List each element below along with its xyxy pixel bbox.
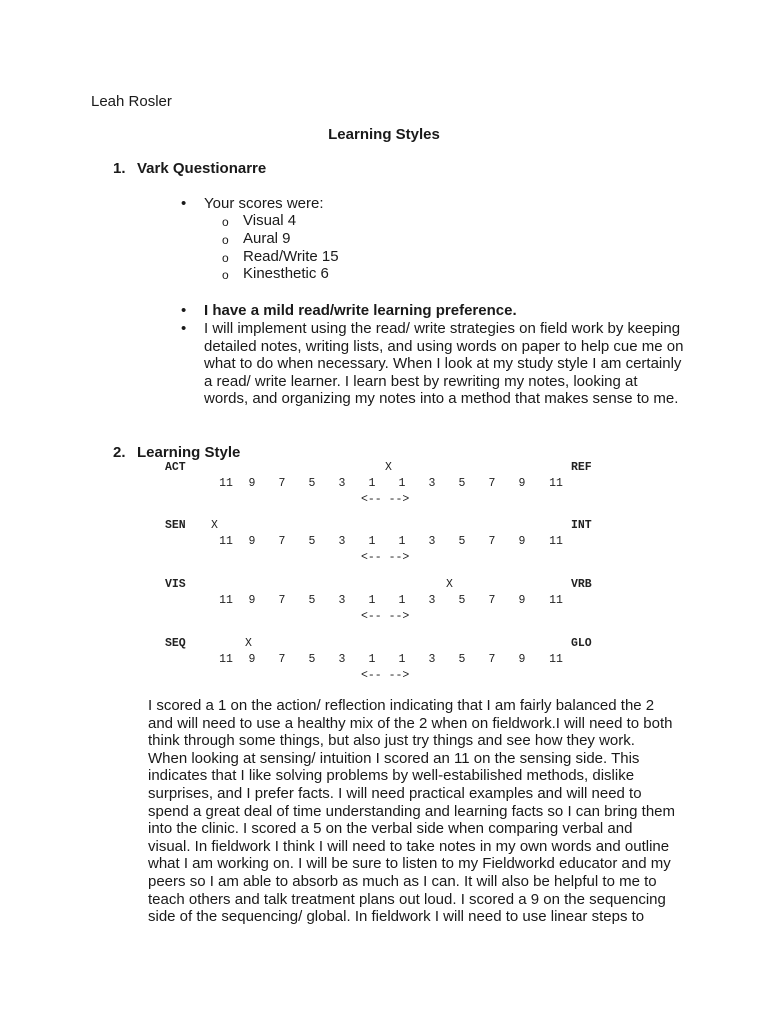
score-mark: X	[446, 578, 453, 591]
bullet-item-preference	[0, 302, 768, 320]
scale-tick-label: 3	[428, 535, 436, 548]
scale-tick-label: 9	[248, 594, 256, 607]
scale-tick-label: 1	[398, 477, 406, 490]
author-name: Leah Rosler	[91, 93, 172, 110]
score-item	[0, 248, 768, 266]
scale-left-label: SEQ	[165, 637, 186, 650]
section-title: Learning Style	[137, 444, 241, 461]
scale-tick-label: 9	[518, 477, 526, 490]
score-mark: X	[385, 461, 392, 474]
scale-arrow: <-- -->	[361, 610, 410, 623]
scale-tick-label: 11	[549, 653, 563, 666]
scale-tick-label: 7	[278, 535, 286, 548]
scale-arrow: <-- -->	[361, 551, 410, 564]
scale-tick-label: 9	[248, 653, 256, 666]
scale-tick-label: 1	[368, 477, 376, 490]
section-number: 2.	[113, 444, 126, 461]
scale-tick-label: 7	[488, 477, 496, 490]
circle-bullet-icon: o	[222, 233, 229, 247]
bullet-item-implementation	[0, 320, 768, 430]
scale-tick-label: 9	[248, 535, 256, 548]
document-title: Learning Styles	[328, 126, 440, 143]
score-mark: X	[211, 519, 218, 532]
bullet-icon: •	[181, 195, 187, 212]
score-mark: X	[245, 637, 252, 650]
scale-tick-label: 5	[458, 535, 466, 548]
scale-tick-label: 3	[338, 653, 346, 666]
circle-bullet-icon: o	[222, 251, 229, 265]
scale-tick-label: 5	[308, 594, 316, 607]
scale-tick-label: 11	[549, 535, 563, 548]
scale-tick-label: 11	[219, 535, 233, 548]
scale-right-label: GLO	[571, 637, 592, 650]
scale-tick-label: 1	[398, 653, 406, 666]
bullet-text: Your scores were:	[204, 195, 324, 212]
scale-tick-label: 7	[278, 477, 286, 490]
section-heading-learning-style	[113, 444, 413, 462]
scale-tick-label: 11	[549, 477, 563, 490]
scale-tick-label: 11	[219, 594, 233, 607]
score-item	[0, 265, 768, 283]
scale-tick-label: 1	[398, 594, 406, 607]
score-text: Read/Write 15	[243, 248, 339, 265]
scale-tick-label: 1	[368, 535, 376, 548]
preference-text: I have a mild read/write learning preference.	[204, 302, 517, 319]
scale-tick-label: 1	[398, 535, 406, 548]
scale-right-label: REF	[571, 461, 592, 474]
scale-tick-label: 1	[368, 594, 376, 607]
score-item	[0, 230, 768, 248]
scale-left-label: SEN	[165, 519, 186, 532]
scale-tick-label: 5	[308, 535, 316, 548]
scale-tick-label: 7	[488, 535, 496, 548]
scale-left-label: VIS	[165, 578, 186, 591]
scale-tick-label: 5	[458, 594, 466, 607]
scale-tick-label: 7	[278, 594, 286, 607]
scale-tick-label: 7	[488, 653, 496, 666]
scale-arrow: <-- -->	[361, 493, 410, 506]
scale-tick-label: 3	[338, 477, 346, 490]
scale-tick-label: 5	[308, 653, 316, 666]
scale-tick-label: 11	[219, 653, 233, 666]
scale-right-label: VRB	[571, 578, 592, 591]
scale-tick-label: 9	[518, 535, 526, 548]
section-heading-vark	[113, 160, 413, 178]
scale-tick-label: 1	[368, 653, 376, 666]
bullet-icon: •	[181, 302, 187, 319]
score-text: Kinesthetic 6	[243, 265, 329, 282]
section-title: Vark Questionarre	[137, 160, 267, 177]
scale-tick-label: 3	[428, 653, 436, 666]
scale-right-label: INT	[571, 519, 592, 532]
reflection-paragraph: I scored a 1 on the action/ reflection indicating that I am fairly balanced the 2 and will need to use a healthy mix of the 2 when on fieldwork.I will need to both think through some things, but also just try things and see how they work. When looking at sensing/ intuition I scored an 11 on the sensing side. This indicates that I like solving problems by well-estabilished methods, dislike surprises, and I prefer facts. I will need practical examples and will need to spend a great deal of time understanding and learning facts so I can bring them into the clinic. I scored a 5 on the verbal side when comparing verbal and visual. In fieldwork I think I will need to take notes in my own words and outline what I am working on. I will be sure to listen to my Fieldworkd educator and my peers so I am able to absorb as much as I can. It will also be helpful to me to teach others and talk treatment plans out loud. I scored a 9 on the sequencing side of the sequencing/ global. In fieldwork I will need to use linear steps to	[148, 697, 675, 926]
implementation-text: I will implement using the read/ write strategies on field work by keeping detailed notes, writing lists, and using words on paper to help cue me on what to do when necessary. When I look at my study style I am certainly a read/ write learner. I learn best by rewriting my notes, looking at words, and organizing my notes into a method that makes sense to me.	[204, 320, 684, 408]
scale-tick-label: 11	[549, 594, 563, 607]
scale-tick-label: 9	[248, 477, 256, 490]
score-item	[0, 212, 768, 230]
circle-bullet-icon: o	[222, 268, 229, 282]
score-text: Visual 4	[243, 212, 297, 229]
score-text: Aural 9	[243, 230, 291, 247]
circle-bullet-icon: o	[222, 215, 229, 229]
scale-tick-label: 5	[458, 477, 466, 490]
bullet-icon: •	[181, 320, 187, 337]
section-number: 1.	[113, 160, 126, 177]
scale-left-label: ACT	[165, 461, 186, 474]
scale-tick-label: 9	[518, 594, 526, 607]
scale-tick-label: 5	[458, 653, 466, 666]
scale-tick-label: 9	[518, 653, 526, 666]
scale-tick-label: 3	[428, 594, 436, 607]
scale-tick-label: 7	[488, 594, 496, 607]
scale-tick-label: 5	[308, 477, 316, 490]
scale-tick-label: 7	[278, 653, 286, 666]
scale-tick-label: 3	[338, 594, 346, 607]
scale-tick-label: 3	[338, 535, 346, 548]
scale-arrow: <-- -->	[361, 669, 410, 682]
scale-tick-label: 11	[219, 477, 233, 490]
scale-tick-label: 3	[428, 477, 436, 490]
bullet-item-scores	[0, 195, 768, 213]
